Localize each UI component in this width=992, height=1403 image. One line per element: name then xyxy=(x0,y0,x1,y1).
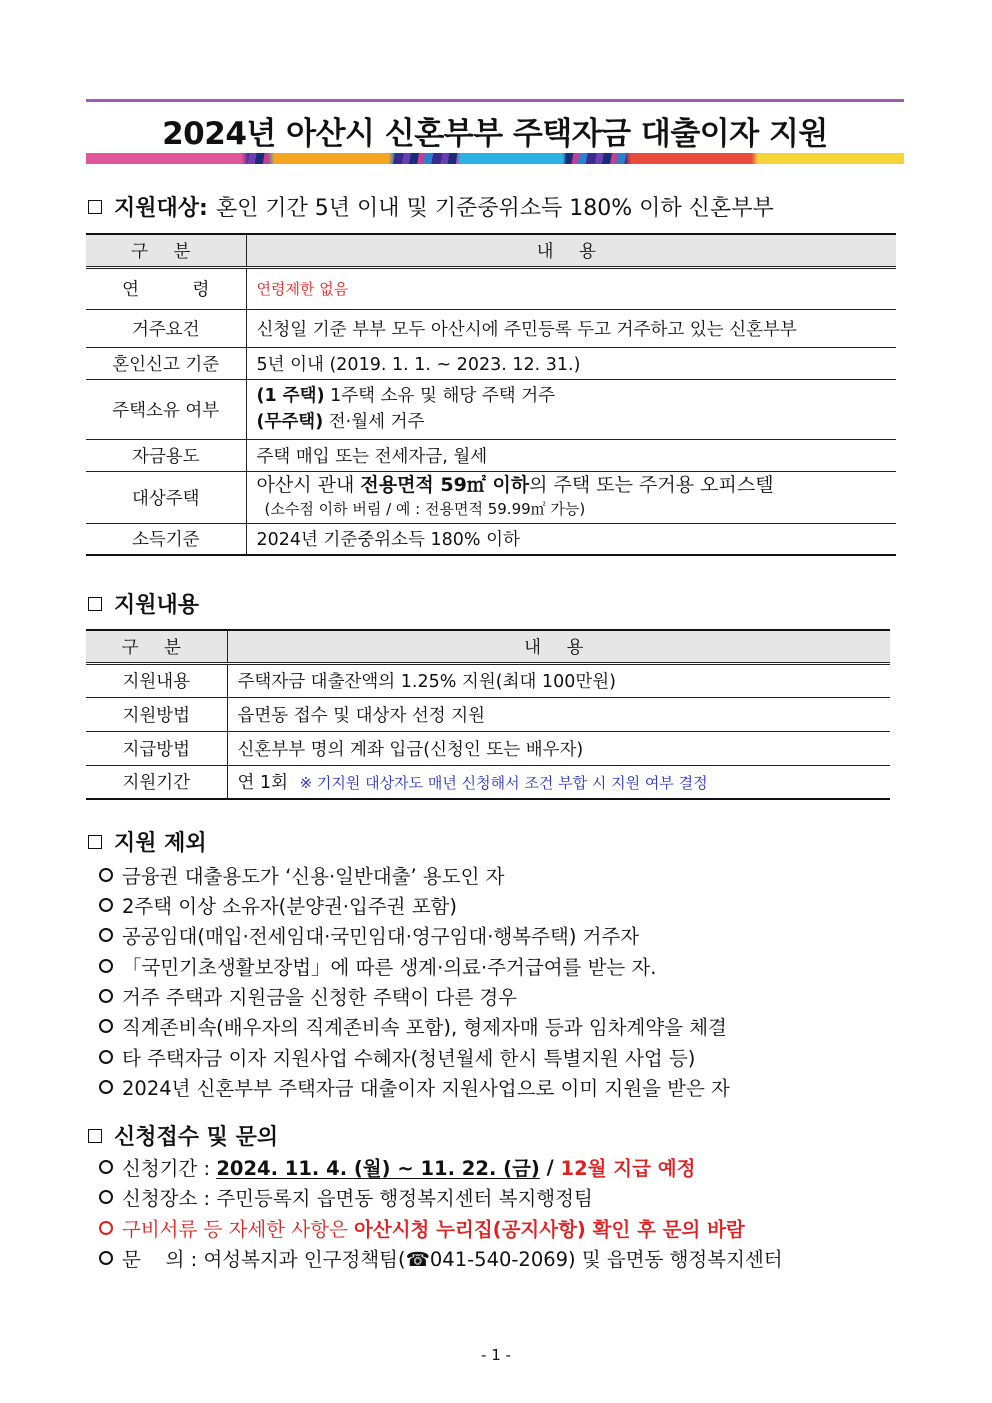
list-item-text: 직계존비속(배우자의 직계존비속 포함), 형제자매 등과 임차계약을 체결 xyxy=(122,1016,727,1039)
list-item-text: 타 주택자금 이자 지원사업 수혜자(청년월세 한시 특별지원 사업 등) xyxy=(122,1047,696,1070)
header-category: 구 분 xyxy=(86,234,246,267)
list-item-text: 금융권 대출용도가 ‘신용·일반대출’ 용도인 자 xyxy=(122,865,505,888)
title-top-line xyxy=(86,99,904,102)
section-heading-label: 지원내용 xyxy=(114,593,200,618)
row-value: 신청일 기준 부부 모두 아산시에 주민등록 두고 거주하고 있는 신혼부부 xyxy=(246,309,896,347)
table-row xyxy=(86,697,890,731)
circle-bullet-icon xyxy=(99,868,113,882)
list-item-text: 공공임대(매입·전세임대·국민임대·영구임대·행복주택) 거주자 xyxy=(122,925,640,948)
circle-bullet-icon xyxy=(99,1190,113,1204)
list-item xyxy=(99,952,656,980)
docs-text: 구비서류 등 자세한 사항은 xyxy=(122,1218,355,1241)
list-item-text: 거주 주택과 지원금을 신청한 주택이 다른 경우 xyxy=(122,986,518,1009)
circle-bullet-icon xyxy=(99,1221,113,1235)
period-value: 연 1회 xyxy=(237,773,289,794)
section-heading-eligibility xyxy=(88,191,774,222)
circle-bullet-icon xyxy=(99,1160,113,1174)
application-place xyxy=(99,1183,593,1211)
place-text: 신청장소 : 주민등록지 읍면동 행정복지센터 복지행정팀 xyxy=(122,1187,593,1210)
row-value: 주택 매입 또는 전세자금, 월세 xyxy=(246,439,896,471)
table-row xyxy=(86,663,890,697)
circle-bullet-icon xyxy=(99,989,113,1003)
one-house-text: 1주택 소유 및 해당 주택 거주 xyxy=(324,386,556,406)
row-value: 연령제한 없음 xyxy=(246,267,896,309)
table-row xyxy=(86,523,896,555)
row-value xyxy=(227,765,890,799)
list-item xyxy=(99,1073,730,1101)
section-heading-label: 지원 제외 xyxy=(114,831,207,856)
circle-bullet-icon xyxy=(99,1251,113,1265)
table-row xyxy=(86,267,896,309)
row-value: 5년 이내 (2019. 1. 1. ~ 2023. 12. 31.) xyxy=(246,347,896,379)
table-row xyxy=(86,471,896,523)
section-heading-exclusion xyxy=(88,826,215,857)
section-heading-support xyxy=(88,588,207,619)
row-value xyxy=(246,471,896,523)
table-row xyxy=(86,379,896,439)
list-item xyxy=(99,921,639,949)
list-item xyxy=(99,1043,695,1071)
row-label: 지원기간 xyxy=(86,765,227,799)
support-table xyxy=(86,629,890,800)
row-label: 지원내용 xyxy=(86,663,227,697)
table-header-row xyxy=(86,630,890,663)
square-bullet-icon xyxy=(88,1129,102,1143)
page-title: 2024년 아산시 신혼부부 주택자금 대출이자 지원 xyxy=(162,116,828,152)
target-post: 의 주택 또는 주거용 오피스텔 xyxy=(529,474,774,496)
application-period xyxy=(99,1153,695,1181)
list-item xyxy=(99,982,517,1010)
eligibility-table xyxy=(86,233,896,556)
section-heading-text: 혼인 기간 5년 이내 및 기준중위소득 180% 이하 신혼부부 xyxy=(215,196,774,221)
row-label: 소득기준 xyxy=(86,523,246,555)
documents-notice xyxy=(99,1214,745,1242)
list-item xyxy=(99,891,457,919)
row-label: 자금용도 xyxy=(86,439,246,471)
page-number: - 1 - xyxy=(481,1346,511,1364)
row-label: 연 령 xyxy=(86,267,246,309)
target-pre: 아산시 관내 xyxy=(256,474,361,496)
table-row xyxy=(86,309,896,347)
header-category: 구 분 xyxy=(86,630,227,663)
circle-bullet-icon xyxy=(99,1080,113,1094)
row-label: 주택소유 여부 xyxy=(86,379,246,439)
square-bullet-icon xyxy=(88,200,102,214)
period-dates: 2024. 11. 4. (월) ~ 11. 22. (금) xyxy=(216,1157,540,1180)
inquiry-value: 여성복지과 인구정책팀(☎041-540-2069) 및 읍면동 행정복지센터 xyxy=(203,1248,783,1271)
header-content: 내 용 xyxy=(227,630,890,663)
square-bullet-icon xyxy=(88,835,102,849)
list-item-text: 2주택 이상 소유자(분양권·입주권 포함) xyxy=(122,895,457,918)
row-label: 거주요건 xyxy=(86,309,246,347)
section-heading-label: 신청접수 및 문의 xyxy=(114,1125,279,1150)
row-label: 지원방법 xyxy=(86,697,227,731)
table-row xyxy=(86,347,896,379)
docs-highlight: 아산시청 누리집(공지사항) 확인 후 문의 바람 xyxy=(354,1218,745,1241)
row-label: 지급방법 xyxy=(86,731,227,765)
circle-bullet-icon xyxy=(99,959,113,973)
list-item-text: 2024년 신혼부부 주택자금 대출이자 지원사업으로 이미 지원을 받은 자 xyxy=(122,1077,730,1100)
row-value: 2024년 기준중위소득 180% 이하 xyxy=(246,523,896,555)
list-item xyxy=(99,1012,727,1040)
circle-bullet-icon xyxy=(99,1050,113,1064)
row-value xyxy=(246,379,896,439)
row-value: 신혼부부 명의 계좌 입금(신청인 또는 배우자) xyxy=(227,731,890,765)
table-row xyxy=(86,439,896,471)
payment-note: 12월 지급 예정 xyxy=(560,1157,696,1180)
inquiry-label: 문 의 : xyxy=(122,1248,204,1271)
section-heading-application xyxy=(88,1120,286,1151)
table-header-row xyxy=(86,234,896,267)
square-bullet-icon xyxy=(88,597,102,611)
target-area: 전용면적 59㎡ 이하 xyxy=(360,474,530,496)
target-note: (소수점 이하 버림 / 예 : 전용면적 59.99㎡ 가능) xyxy=(264,500,586,518)
circle-bullet-icon xyxy=(99,928,113,942)
no-house-text: 전·월세 거주 xyxy=(323,412,425,432)
list-item xyxy=(99,861,504,889)
period-note: ※ 기지원 대상자도 매년 신청해서 조건 부합 시 지원 여부 결정 xyxy=(299,774,708,793)
period-separator: / xyxy=(539,1155,561,1179)
title-decorative-band xyxy=(86,153,904,164)
circle-bullet-icon xyxy=(99,898,113,912)
list-item-text: 「국민기초생활보장법」에 따른 생계·의료·주거급여를 받는 자. xyxy=(122,956,657,979)
row-label: 대상주택 xyxy=(86,471,246,523)
period-label: 신청기간 : xyxy=(122,1157,217,1180)
one-house-label: (1 주택) xyxy=(256,386,325,406)
table-row xyxy=(86,765,890,799)
table-row xyxy=(86,731,890,765)
row-value: 주택자금 대출잔액의 1.25% 지원(최대 100만원) xyxy=(227,663,890,697)
inquiry xyxy=(99,1244,783,1272)
section-heading-label: 지원대상: xyxy=(114,196,208,221)
row-label: 혼인신고 기준 xyxy=(86,347,246,379)
no-house-label: (무주택) xyxy=(256,412,324,432)
header-content: 내 용 xyxy=(246,234,896,267)
row-value: 읍면동 접수 및 대상자 선정 지원 xyxy=(227,697,890,731)
circle-bullet-icon xyxy=(99,1019,113,1033)
